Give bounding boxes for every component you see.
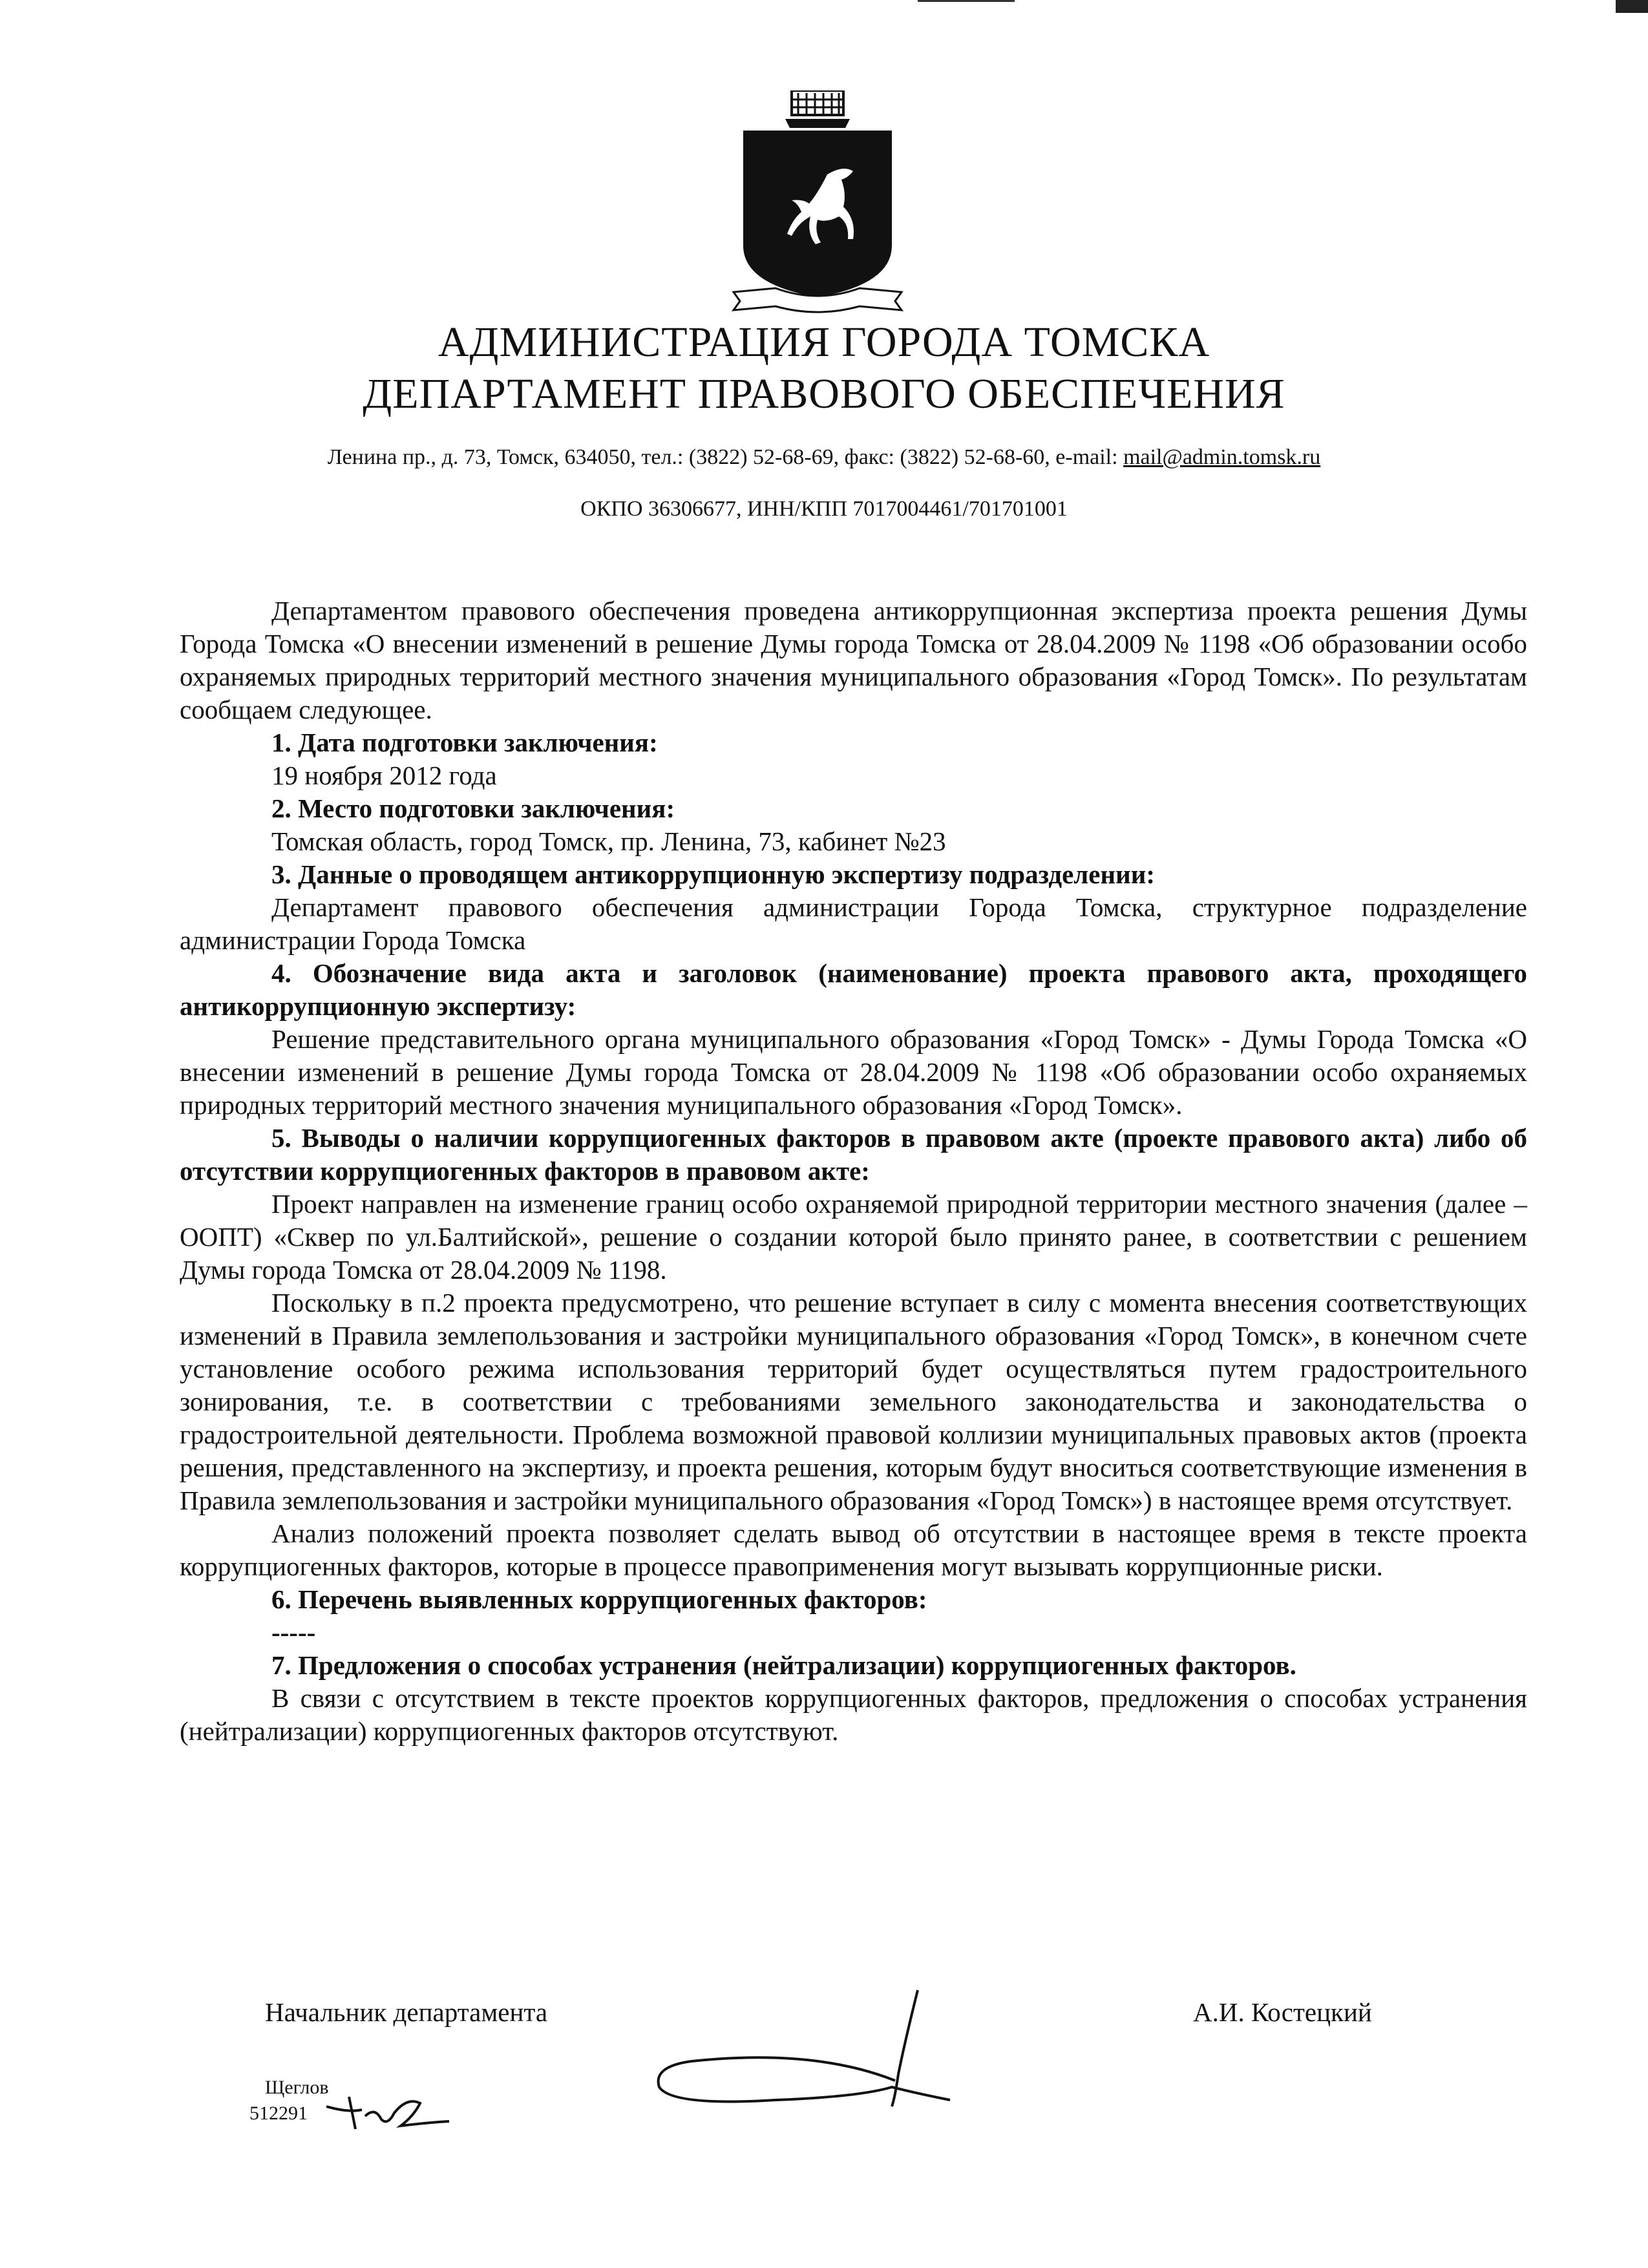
section-7-text: В связи с отсутствием в тексте проектов коррупциогенных факторов, предложения о способах устранения (нейтрализации) коррупциогенных факторов отсутствуют.: [180, 1683, 1527, 1746]
scan-artifact: [918, 0, 1015, 2]
section-2-heading: 2. Место подготовки заключения:: [271, 793, 675, 823]
section-7-heading: 7. Предложения о способах устранения (нейтрализации) коррупциогенных факторов.: [271, 1650, 1296, 1680]
section-4-text: Решение представительного органа муниципального образования «Город Томск» - Думы Города Томска «О внесении изменений в решение Думы города Томска от 28.04.2009 № 1198 «Об образовании особо охраняемых природных территорий местного значения муниципального образования «Город Томск».: [180, 1024, 1527, 1120]
signer-name: А.И. Костецкий: [1193, 1997, 1372, 2027]
section-5-paragraph-2: Поскольку в п.2 проекта предусмотрено, что решение вступает в силу с момента внесения соответствующих изменений в Правила землепользования и застройки муниципального образования «Город Томск», в конечном счете установление особого режима использования территорий будет осуществляться путем градостроительного зонирования, т.е. в соответствии с требованиями земельного законодательства и законодательства о градостроительной деятельности. Проблема возможной правовой коллизии муниципальных правовых актов (проекта решения, представленного на экспертизу, и проекта решения, которым будут вноситься соответствующие изменения в Правила землепользования и застройки муниципального образования «Город Томск») в настоящее время отсутствует.: [180, 1288, 1527, 1515]
section-4-heading: 4. Обозначение вида акта и заголовок (наименование) проекта правового акта, проходящего антикоррупционную экспертизу:: [180, 958, 1527, 1021]
department-title: ДЕПАРТАМЕНТ ПРАВОВОГО ОБЕСПЕЧЕНИЯ: [363, 370, 1285, 417]
section-6-heading: 6. Перечень выявленных коррупциогенных факторов:: [271, 1584, 927, 1614]
signer-position: Начальник департамента: [265, 1997, 548, 2027]
section-1-text: 19 ноября 2012 года: [271, 761, 497, 790]
tomsk-coat-of-arms-icon: [730, 90, 905, 323]
organization-ids: ОКПО 36306677, ИНН/КПП 7017004461/701701001: [580, 497, 1068, 521]
section-5-paragraph-3: Анализ положений проекта позволяет сделать вывод об отсутствии в настоящее время в тексте проекта коррупциогенных факторов, которые в процессе правоприменения могут вызывать коррупционные риски.: [180, 1518, 1527, 1581]
section-5-heading: 5. Выводы о наличии коррупциогенных факторов в правовом акте (проекте правового акта) либо об отсутствии коррупциогенных факторов в правовом акте:: [180, 1123, 1527, 1186]
executor-phone: 512291: [249, 2103, 308, 2124]
intro-paragraph: Департаментом правового обеспечения проведена антикоррупционная экспертиза проекта решения Думы Города Томска «О внесении изменений в решение Думы города Томска от 28.04.2009 № 1198 «Об образовании особо охраняемых природных территорий местного значения муниципального образования «Город Томск». По результатам сообщаем следующее.: [180, 596, 1527, 724]
section-3-text: Департамент правового обеспечения администрации Города Томска, структурное подразделение администрации Города Томска: [180, 892, 1527, 955]
section-5-paragraph-1: Проект направлен на изменение границ особо охраняемой природной территории местного значения (далее – ООПТ) «Сквер по ул.Балтийской», решение о создании которой было принято ранее, в соответствии с решением Думы города Томска от 28.04.2009 № 1198.: [180, 1189, 1527, 1285]
handwritten-signature-icon: [646, 1984, 982, 2113]
section-6-text: -----: [271, 1617, 316, 1647]
address-text: Ленина пр., д. 73, Томск, 634050, тел.: (3822) 52-68-69, факс: (3822) 52-68-60, e-mail:: [327, 445, 1124, 469]
handwritten-initials-icon: [323, 2090, 452, 2136]
contact-address: [0, 443, 1648, 472]
document-body: [180, 594, 1527, 1748]
letterhead: [0, 317, 1648, 523]
executor-name: Щеглов: [265, 2077, 329, 2098]
section-3-heading: 3. Данные о проводящем антикоррупционную экспертизу подразделении:: [271, 859, 1155, 889]
email-link[interactable]: mail@admin.tomsk.ru: [1123, 445, 1321, 469]
scan-artifact: [1616, 0, 1648, 13]
section-1-heading: 1. Дата подготовки заключения:: [271, 728, 658, 757]
section-2-text: Томская область, город Томск, пр. Ленина, 73, кабинет №23: [271, 826, 946, 856]
organization-title: АДМИНИСТРАЦИЯ ГОРОДА ТОМСКА: [438, 319, 1210, 366]
